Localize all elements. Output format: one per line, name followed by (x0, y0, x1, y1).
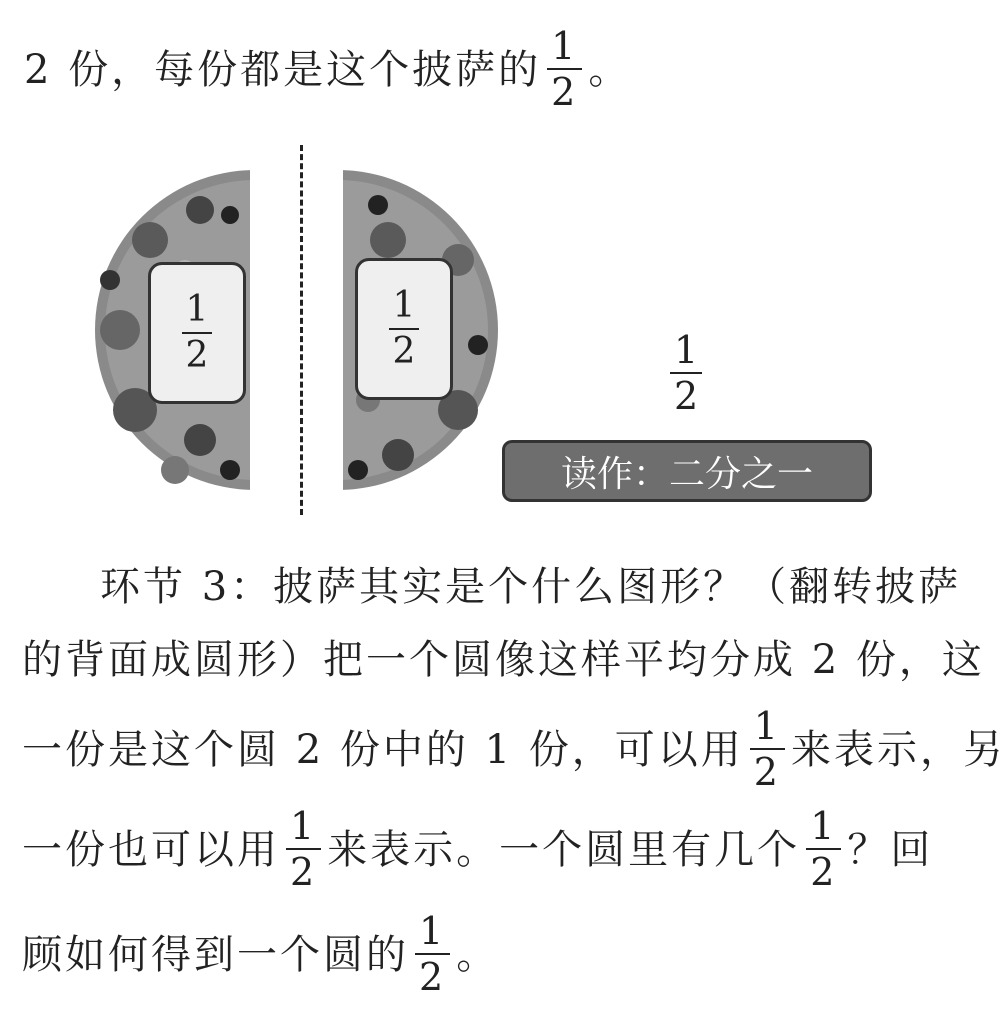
para-line-5: 顾如何得到一个圆的 $\frac{1}{2}$ 。 (22, 909, 500, 999)
fraction: $\frac{1}{2}$ (806, 806, 841, 892)
fraction: $\frac{1}{2}$ (286, 806, 321, 892)
fraction: $\frac{1}{2}$ (182, 290, 213, 376)
left-fraction-card (148, 262, 246, 404)
fraction: $\frac{1}{2}$ (547, 26, 582, 112)
dashed-divider (300, 145, 303, 515)
fraction-label: $\frac{1}{2}$ (664, 330, 708, 416)
para-line-1: 环节 3：披萨其实是个什么图形？（翻转披萨 (100, 564, 962, 610)
fraction: $\frac{1}{2}$ (750, 706, 785, 792)
read-as-label: 读作：二分之一 (502, 440, 872, 502)
para-line-3: 一份是这个圆 2 份中的 1 份，可以用 $\frac{1}{2}$ 来表示，另 (22, 704, 1006, 794)
right-fraction-card (355, 258, 453, 400)
intro-line: 2 份，每份都是这个披萨的 $\frac{1}{2}$ 。 (24, 24, 632, 114)
fraction: $\frac{1}{2}$ (389, 286, 420, 372)
fraction: $\frac{1}{2}$ (415, 911, 450, 997)
intro-text: 2 份，每份都是这个披萨的 (24, 47, 542, 93)
para-line-2: 的背面成圆形）把一个圆像这样平均分成 2 份，这 (22, 637, 985, 683)
para-line-4: 一份也可以用 $\frac{1}{2}$ 来表示。一个圆里有几个 $\frac{1}{2}$ ？回 (22, 804, 934, 894)
